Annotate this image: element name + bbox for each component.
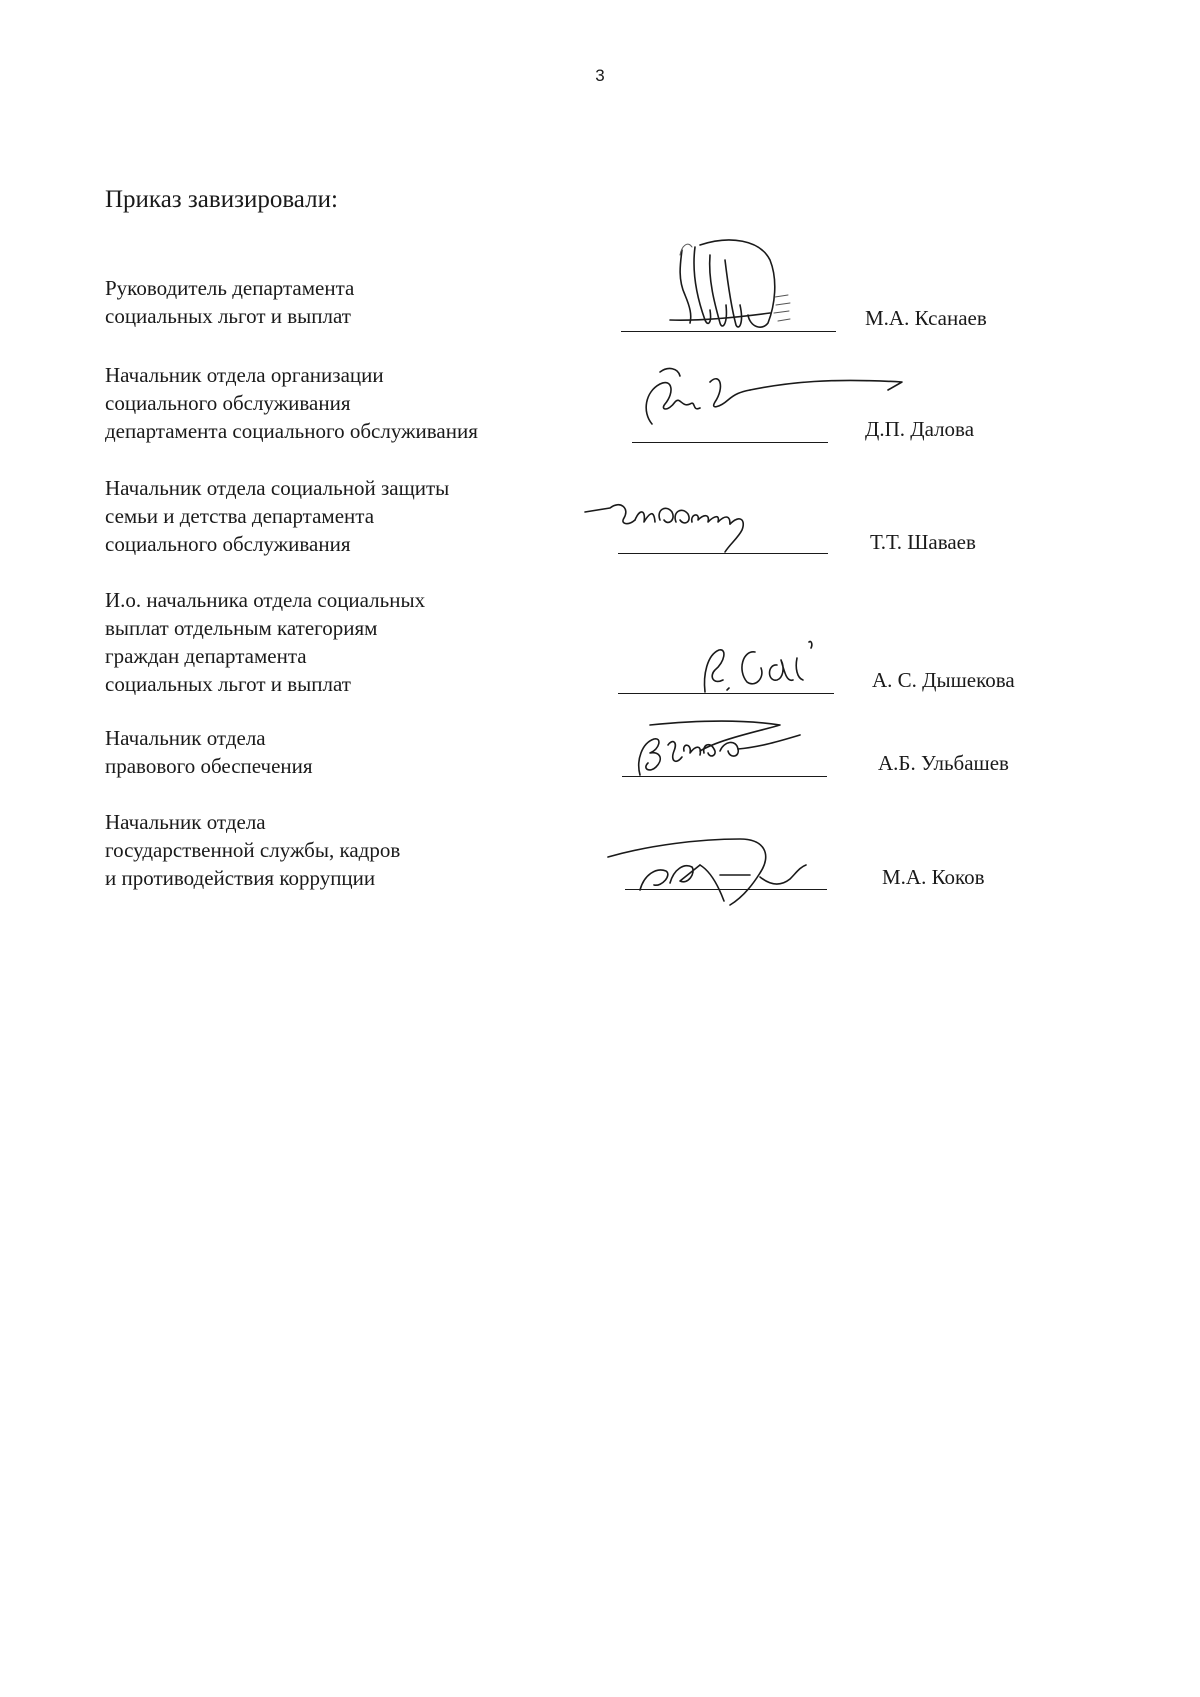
- position-line: государственной службы, кадров: [105, 838, 401, 862]
- signature-line: [618, 693, 834, 694]
- approver-name-3: Т.Т. Шаваев: [870, 530, 976, 554]
- position-line: Начальник отдела организации: [105, 363, 384, 387]
- approver-name-2: Д.П. Далова: [865, 417, 975, 441]
- signature-5: [620, 705, 840, 785]
- position-line: Начальник отдела социальной защиты: [105, 476, 450, 500]
- approver-name-6: М.А. Коков: [882, 865, 985, 889]
- position-line: социального обслуживания: [105, 391, 351, 415]
- approval-position-6: [105, 808, 645, 892]
- position-line: департамента социального обслуживания: [105, 419, 478, 443]
- approval-position-3: [105, 474, 645, 558]
- position-line: правового обеспечения: [105, 754, 313, 778]
- signature-3: [580, 490, 810, 570]
- position-line: Начальник отдела: [105, 810, 266, 834]
- position-line: социальных льгот и выплат: [105, 672, 351, 696]
- position-line: социальных льгот и выплат: [105, 304, 351, 328]
- approver-name-5: А.Б. Ульбашев: [878, 751, 1009, 775]
- position-line: социального обслуживания: [105, 532, 351, 556]
- position-line: семьи и детства департамента: [105, 504, 375, 528]
- document-heading: Приказ завизировали:: [105, 186, 338, 213]
- page-number: 3: [595, 66, 605, 85]
- position-line: Начальник отдела: [105, 726, 266, 750]
- position-line: выплат отдельным категориям: [105, 616, 378, 640]
- approval-position-5: [105, 724, 645, 780]
- signature-6: [600, 815, 830, 915]
- approver-name-4: А. С. Дышекова: [872, 668, 1015, 692]
- position-line: Руководитель департамента: [105, 276, 355, 300]
- approval-position-2: [105, 361, 645, 445]
- approval-position-4: [105, 586, 645, 698]
- signature-line: [622, 776, 827, 777]
- signature-4: [685, 630, 835, 700]
- position-line: И.о. начальника отдела социальных: [105, 588, 426, 612]
- signature-line: [618, 553, 828, 554]
- position-line: и противодействия коррупции: [105, 866, 376, 890]
- signature-line: [632, 442, 828, 443]
- approver-name-1: М.А. Ксанаев: [865, 306, 987, 330]
- signature-1: [610, 235, 840, 345]
- signature-line: [621, 331, 836, 332]
- position-line: граждан департамента: [105, 644, 307, 668]
- approval-position-1: [105, 274, 645, 330]
- signature-line: [625, 889, 827, 890]
